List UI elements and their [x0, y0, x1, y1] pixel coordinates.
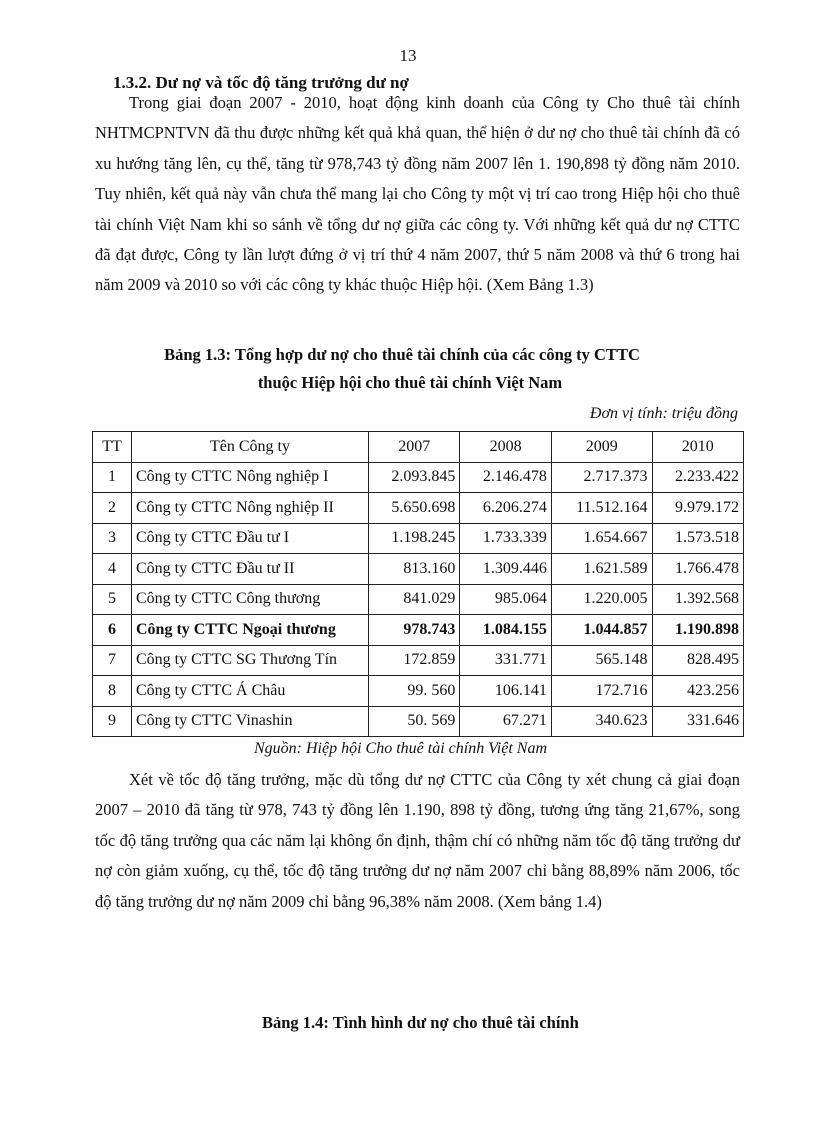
debt-table: [92, 431, 744, 737]
cell-2008: 1.084.155: [460, 615, 551, 646]
cell-tt: 6: [93, 615, 132, 646]
cell-2010: 331.646: [652, 706, 743, 737]
table-row-highlighted: [93, 615, 744, 646]
cell-company: Công ty CTTC Nông nghiệp I: [132, 462, 369, 493]
cell-2008: 1.309.446: [460, 554, 551, 585]
cell-tt: 4: [93, 554, 132, 585]
cell-tt: 2: [93, 493, 132, 524]
cell-2007: 2.093.845: [369, 462, 460, 493]
cell-2007: 1.198.245: [369, 523, 460, 554]
cell-2008: 67.271: [460, 706, 551, 737]
cell-2009: 1.220.005: [551, 584, 652, 615]
cell-2009: 1.621.589: [551, 554, 652, 585]
cell-tt: 9: [93, 706, 132, 737]
cell-2007: 978.743: [369, 615, 460, 646]
header-2010: 2010: [652, 432, 743, 463]
table-source: Nguồn: Hiệp hội Cho thuê tài chính Việt Nam: [254, 740, 548, 757]
cell-company: Công ty CTTC Công thương: [132, 584, 369, 615]
cell-company: Công ty CTTC Nông nghiệp II: [132, 493, 369, 524]
table-row: [93, 462, 744, 493]
cell-2010: 2.233.422: [652, 462, 743, 493]
cell-2009: 1.654.667: [551, 523, 652, 554]
table-header-row: [93, 432, 744, 463]
cell-2010: 828.495: [652, 645, 743, 676]
cell-tt: 8: [93, 676, 132, 707]
table-row: [93, 493, 744, 524]
cell-2008: 6.206.274: [460, 493, 551, 524]
header-2008: 2008: [460, 432, 551, 463]
cell-2009: 11.512.164: [551, 493, 652, 524]
cell-2009: 1.044.857: [551, 615, 652, 646]
cell-2010: 1.766.478: [652, 554, 743, 585]
table-title-line1: Bảng 1.3: Tổng hợp dư nợ cho thuê tài chính của các công ty CTTC: [164, 345, 640, 364]
section-heading: 1.3.2. Dư nợ và tốc độ tăng trưởng dư nợ: [113, 73, 409, 92]
table-row: [93, 706, 744, 737]
table-row: [93, 645, 744, 676]
table-title-line2: thuộc Hiệp hội cho thuê tài chính Việt Nam: [257, 373, 563, 392]
header-2009: 2009: [551, 432, 652, 463]
cell-2009: 565.148: [551, 645, 652, 676]
cell-2010: 9.979.172: [652, 493, 743, 524]
cell-2010: 1.573.518: [652, 523, 743, 554]
cell-company: Công ty CTTC Đầu tư II: [132, 554, 369, 585]
cell-company: Công ty CTTC Đầu tư I: [132, 523, 369, 554]
page-number: 13: [399, 46, 417, 65]
table-row: [93, 523, 744, 554]
cell-company: Công ty CTTC Ngoại thương: [132, 615, 369, 646]
cell-2008: 1.733.339: [460, 523, 551, 554]
cell-tt: 5: [93, 584, 132, 615]
table-unit: Đơn vị tính: triệu đồng: [589, 405, 738, 422]
cell-tt: 1: [93, 462, 132, 493]
header-2007: 2007: [369, 432, 460, 463]
cell-2010: 423.256: [652, 676, 743, 707]
cell-company: Công ty CTTC Á Châu: [132, 676, 369, 707]
table14-title: Bảng 1.4: Tình hình dư nợ cho thuê tài chính: [262, 1013, 579, 1032]
cell-2008: 106.141: [460, 676, 551, 707]
cell-company: Công ty CTTC Vinashin: [132, 706, 369, 737]
cell-2007: 813.160: [369, 554, 460, 585]
cell-tt: 3: [93, 523, 132, 554]
cell-tt: 7: [93, 645, 132, 676]
cell-2007: 5.650.698: [369, 493, 460, 524]
cell-2009: 2.717.373: [551, 462, 652, 493]
paragraph-intro: Trong giai đoạn 2007 - 2010, hoạt động kinh doanh của Công ty Cho thuê tài chính NHTMCPNTVN đã thu được những kết quả khả quan, thể hiện ở dư nợ cho thuê tài chính đã có xu hướng tăng lên, cụ thể, tăng từ 978,743 tỷ đồng năm 2007 lên 1. 190,898 tỷ đồng năm 2010. Tuy nhiên, kết quả này vẫn chưa thể mang lại cho Công ty một vị trí cao trong Hiệp hội cho thuê tài chính Việt Nam khi so sánh về tổng dư nợ giữa các công ty. Với những kết quả dư nợ CTTC đã đạt được, Công ty lần lượt đứng ở vị trí thứ 4 năm 2007, thứ 5 năm 2008 và thứ 6 trong hai năm 2009 và 2010 so với các công ty khác thuộc Hiệp hội. (Xem Bảng 1.3): [95, 93, 740, 295]
cell-2008: 331.771: [460, 645, 551, 676]
cell-2007: 172.859: [369, 645, 460, 676]
cell-2007: 99. 560: [369, 676, 460, 707]
cell-2008: 985.064: [460, 584, 551, 615]
header-tt: TT: [93, 432, 132, 463]
cell-2007: 841.029: [369, 584, 460, 615]
cell-2007: 50. 569: [369, 706, 460, 737]
cell-2008: 2.146.478: [460, 462, 551, 493]
table-row: [93, 584, 744, 615]
cell-2009: 340.623: [551, 706, 652, 737]
cell-2009: 172.716: [551, 676, 652, 707]
table-row: [93, 676, 744, 707]
cell-2010: 1.392.568: [652, 584, 743, 615]
header-company: Tên Công ty: [132, 432, 369, 463]
cell-2010: 1.190.898: [652, 615, 743, 646]
cell-company: Công ty CTTC SG Thương Tín: [132, 645, 369, 676]
table-row: [93, 554, 744, 585]
paragraph-growth: Xét về tốc độ tăng trưởng, mặc dù tổng dư nợ CTTC của Công ty xét chung cả giai đoạn 2007 – 2010 đã tăng từ 978, 743 tỷ đồng lên 1.190, 898 tỷ đồng, tương ứng tăng 21,67%, song tốc độ tăng trưởng qua các năm lại không ổn định, thậm chí có những năm tốc độ tăng trưởng dư nợ còn giảm xuống, cụ thể, tốc độ tăng trưởng dư nợ năm 2007 chỉ bằng 88,89% năm 2006, tốc độ tăng trưởng dư nợ năm 2009 chỉ bằng 96,38% năm 2008. (Xem bảng 1.4): [95, 770, 740, 911]
